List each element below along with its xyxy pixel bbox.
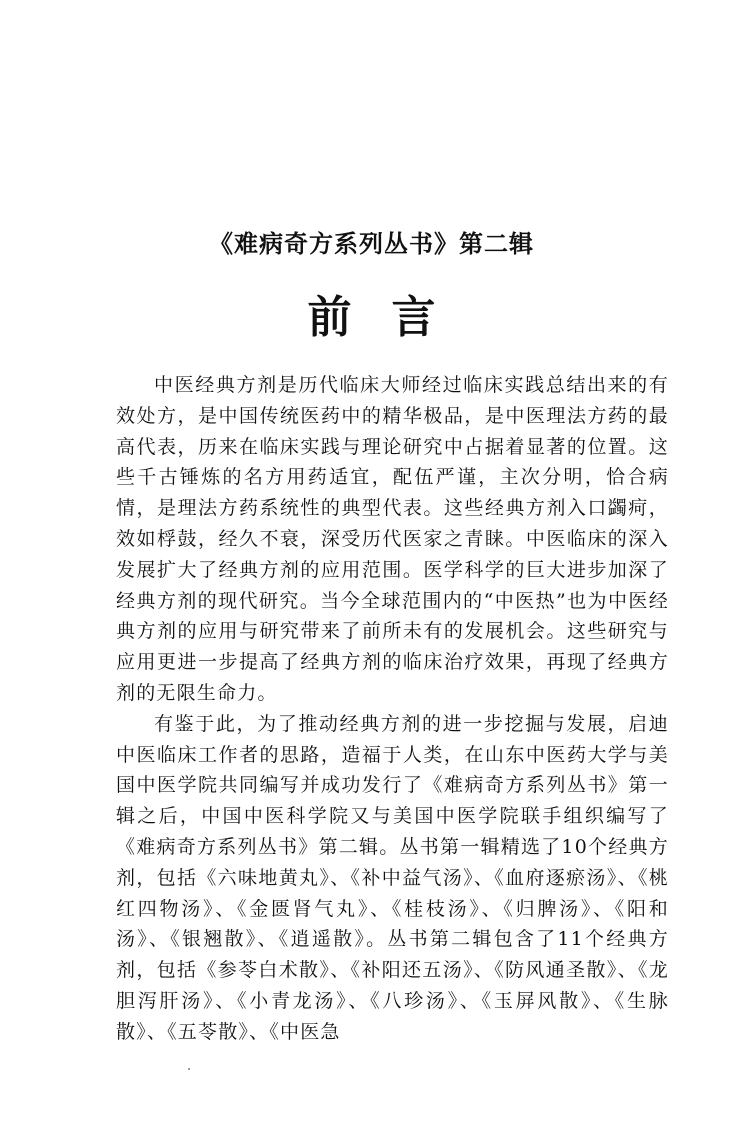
preface-heading: 前言 <box>307 292 476 343</box>
paragraph: 有鉴于此，为了推动经典方剂的进一步挖掘与发展，启迪中医临床工作者的思路，造福于人类，在山东中医药大学与美国中医学院共同编写并成功发行了《难病奇方系列丛书》第一辑之后，中国中医科学院又与美国中医学院联手组织编写了《难病奇方系列丛书》第二辑。丛书第一辑精选了10个经典方剂，包括《六味地黄丸》、《补中益气汤》、《血府逐瘀汤》、《桃红四物汤》、《金匮肾气丸》、《桂枝汤》、《归脾汤》、《阳和汤》、《银翘散》、《逍遥散》。丛书第二辑包含了11个经典方剂，包括《参苓白术散》、《补阳还五汤》、《防风通圣散》、《龙胆泻肝汤》、《小青龙汤》、《八珍汤》、《玉屏风散》、《生脉散》、《五苓散》、《中医急 <box>116 712 669 1043</box>
series-title: 《难病奇方系列丛书》第二辑 <box>209 230 534 258</box>
scan-speck <box>188 1068 190 1070</box>
preface-body <box>116 370 669 1048</box>
paragraph: 中医经典方剂是历代临床大师经过临床实践总结出来的有效处方，是中国传统医药中的精华极品，是中医理法方药的最高代表，历来在临床实践与理论研究中占据着显著的位置。这些千古锤炼的名方用药适宜，配伍严谨，主次分明，恰合病情，是理法方药系统性的典型代表。这些经典方剂入口蠲疴，效如桴鼓，经久不衰，深受历代医家之青睐。中医临床的深入发展扩大了经典方剂的应用范围。医学科学的巨大进步加深了经典方剂的现代研究。当今全球范围内的“中医热”也为中医经典方剂的应用与研究带来了前所未有的发展机会。这些研究与应用更进一步提高了经典方剂的临床治疗效果，再现了经典方剂的无限生命力。 <box>116 374 669 704</box>
